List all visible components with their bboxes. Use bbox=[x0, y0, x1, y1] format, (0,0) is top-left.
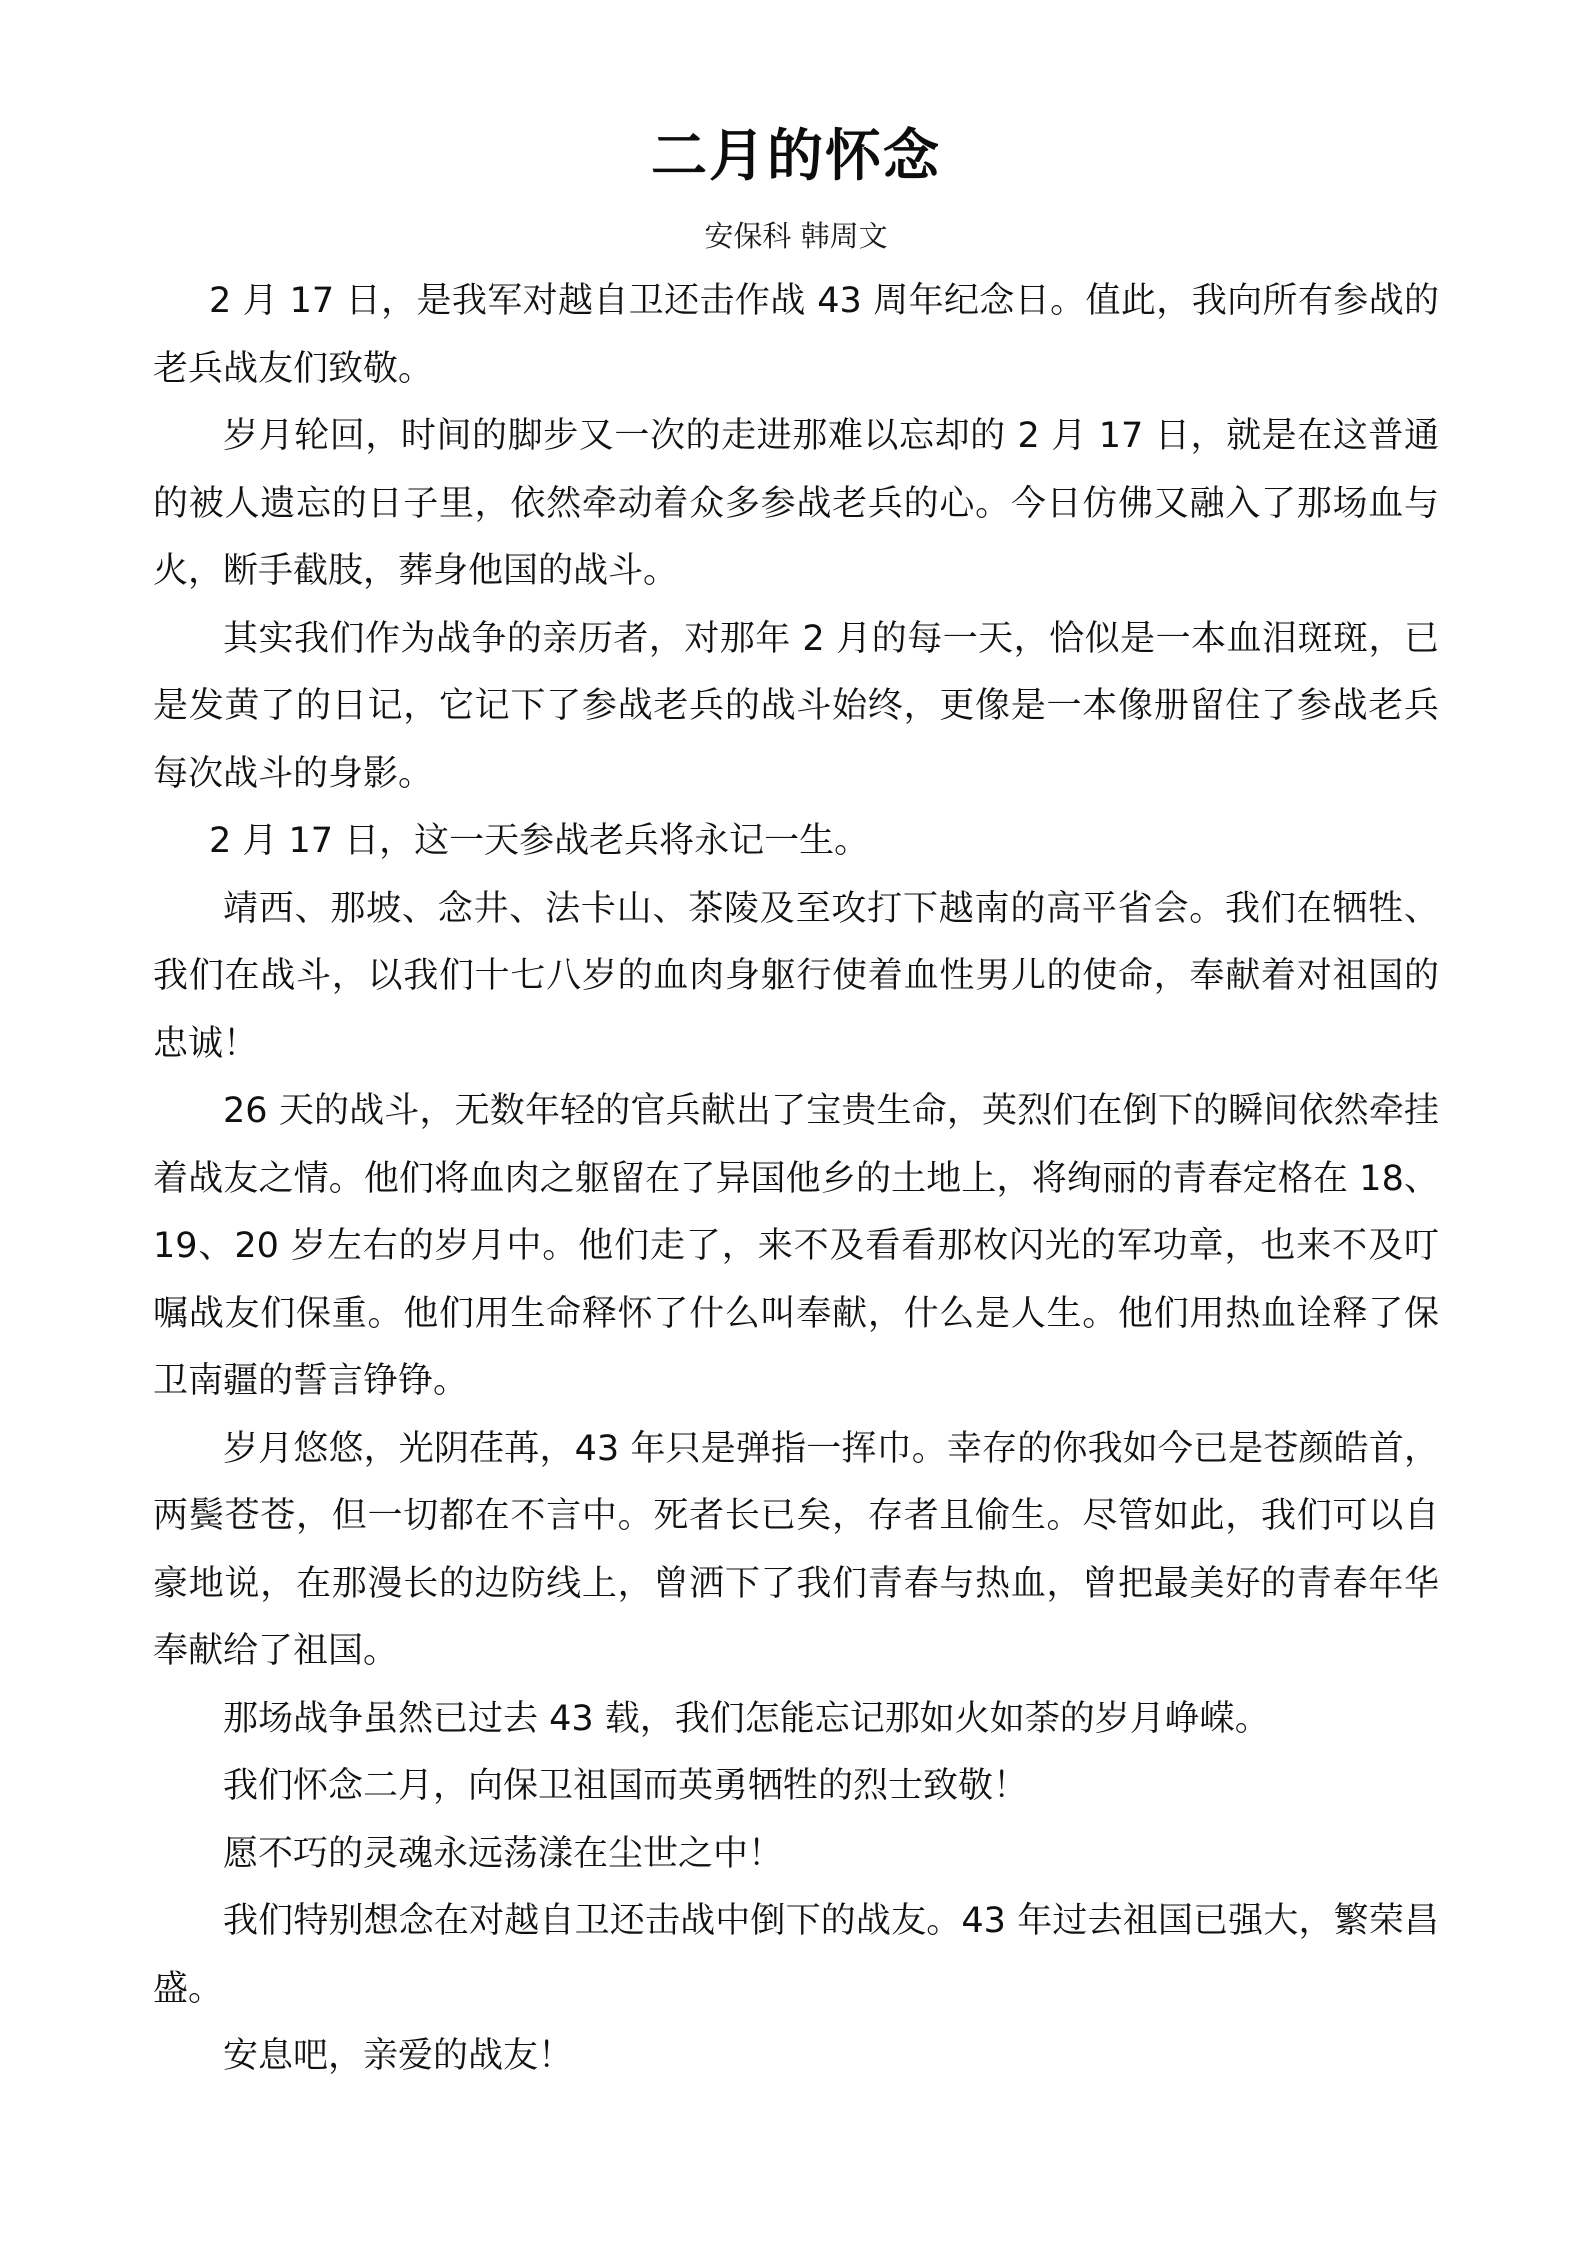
paragraph-9: 我们怀念二月，向保卫祖国而英勇牺牲的烈士致敬！ bbox=[223, 1766, 1029, 1806]
paragraph-7: 岁月悠悠，光阴荏苒，43 年只是弹指一挥巾。幸存的你我如今已是苍颜皓首，两鬓苍苍，但一切都在不言中。死者长已矣，存者且偷生。尽管如此，我们可以自豪地说，在那漫长的边防线上，曾洒下了我们青春与热血，曾把最美好的青春年华奉献给了祖国。 bbox=[153, 1428, 1439, 1671]
paragraph-1: 2 月 17 日，是我军对越自卫还击作战 43 周年纪念日。值此，我向所有参战的老兵战友们致敬。 bbox=[153, 281, 1439, 389]
paragraph-3: 其实我们作为战争的亲历者，对那年 2 月的每一天，恰似是一本血泪斑斑，已是发黄了的日记，它记下了参战老兵的战斗始终，更像是一本像册留住了参战老兵每次战斗的身影。 bbox=[153, 618, 1439, 794]
paragraph-5: 靖西、那坡、念井、法卡山、茶陵及至攻打下越南的高平省会。我们在牺牲、我们在战斗，以我们十七八岁的血肉身躯行使着血性男儿的使命，奉献着对祖国的忠诚！ bbox=[153, 888, 1439, 1064]
paragraph-11: 我们特别想念在对越自卫还击战中倒下的战友。43 年过去祖国已强大，繁荣昌盛。 bbox=[153, 1901, 1439, 2009]
paragraph-8: 那场战争虽然已过去 43 载，我们怎能忘记那如火如荼的岁月峥嵘。 bbox=[223, 1698, 1270, 1739]
document-authors: 安保科 韩周文 bbox=[704, 219, 888, 253]
paragraph-6: 26 天的战斗，无数年轻的官兵献出了宝贵生命，英烈们在倒下的瞬间依然牵挂着战友之情。他们将血肉之躯留在了异国他乡的土地上，将绚丽的青春定格在 18、19、20 岁左右的岁月中。他们走了，来不及看看那枚闪光的军功章，也来不及叮嘱战友们保重。他们用生命释怀了什么叫奉献，什么是人生。他们用热血诠释了保卫南疆的誓言铮铮。 bbox=[153, 1091, 1439, 1401]
paragraph-2: 岁月轮回，时间的脚步又一次的走进那难以忘却的 2 月 17 日，就是在这普通的被人遗忘的日子里，依然牵动着众多参战老兵的心。今日仿佛又融入了那场血与火，断手截肢，葬身他国的战斗。 bbox=[153, 416, 1439, 591]
paragraph-10: 愿不巧的灵魂永远荡漾在尘世之中！ bbox=[223, 1833, 784, 1874]
paragraph-4: 2 月 17 日，这一天参战老兵将永记一生。 bbox=[209, 821, 870, 861]
paragraph-12: 安息吧，亲爱的战友！ bbox=[223, 2036, 574, 2076]
document-body bbox=[153, 268, 1439, 2091]
document-title: 二月的怀念 bbox=[651, 123, 941, 189]
